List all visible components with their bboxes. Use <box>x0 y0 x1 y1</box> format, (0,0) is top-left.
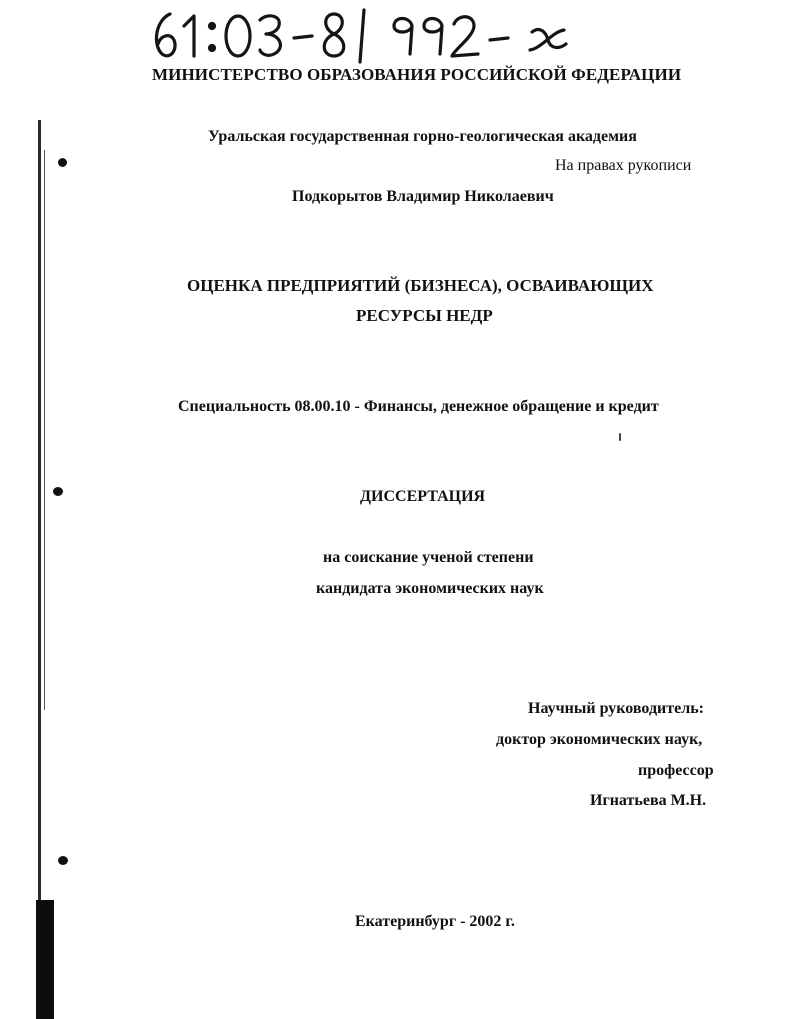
scan-edge-shadow-thin <box>44 150 45 710</box>
punch-hole-mark <box>58 856 68 865</box>
scan-edge-shadow <box>38 120 41 1000</box>
stray-mark <box>619 433 621 441</box>
speciality: Специальность 08.00.10 - Финансы, денежное обращение и кредит <box>178 398 659 415</box>
handwritten-catalogue-code <box>148 4 598 66</box>
supervisor-label: Научный руководитель: <box>528 700 704 717</box>
author-name: Подкорытов Владимир Николаевич <box>292 188 554 205</box>
ministry-heading: МИНИСТЕРСТВО ОБРАЗОВАНИЯ РОССИЙСКОЙ ФЕДЕРАЦИИ <box>152 65 682 84</box>
punch-hole-mark <box>53 487 63 496</box>
title-line-1: ОЦЕНКА ПРЕДПРИЯТИЙ (БИЗНЕСА), ОСВАИВАЮЩИХ <box>187 276 654 295</box>
scan-edge-dark-band <box>36 900 54 1019</box>
punch-hole-mark <box>58 158 67 167</box>
supervisor-rank: профессор <box>638 762 714 779</box>
degree-line-2: кандидата экономических наук <box>316 580 544 597</box>
supervisor-name: Игнатьева М.Н. <box>590 792 707 809</box>
document-type: ДИССЕРТАЦИЯ <box>360 488 486 505</box>
place-and-year: Екатеринбург - 2002 г. <box>355 913 515 930</box>
manuscript-rights: На правах рукописи <box>555 157 692 174</box>
degree-line-1: на соискание ученой степени <box>323 549 534 566</box>
title-line-2: РЕСУРСЫ НЕДР <box>356 306 493 325</box>
academy-name: Уральская государственная горно-геологическая академия <box>208 128 637 145</box>
supervisor-degree: доктор экономических наук, <box>496 731 703 748</box>
